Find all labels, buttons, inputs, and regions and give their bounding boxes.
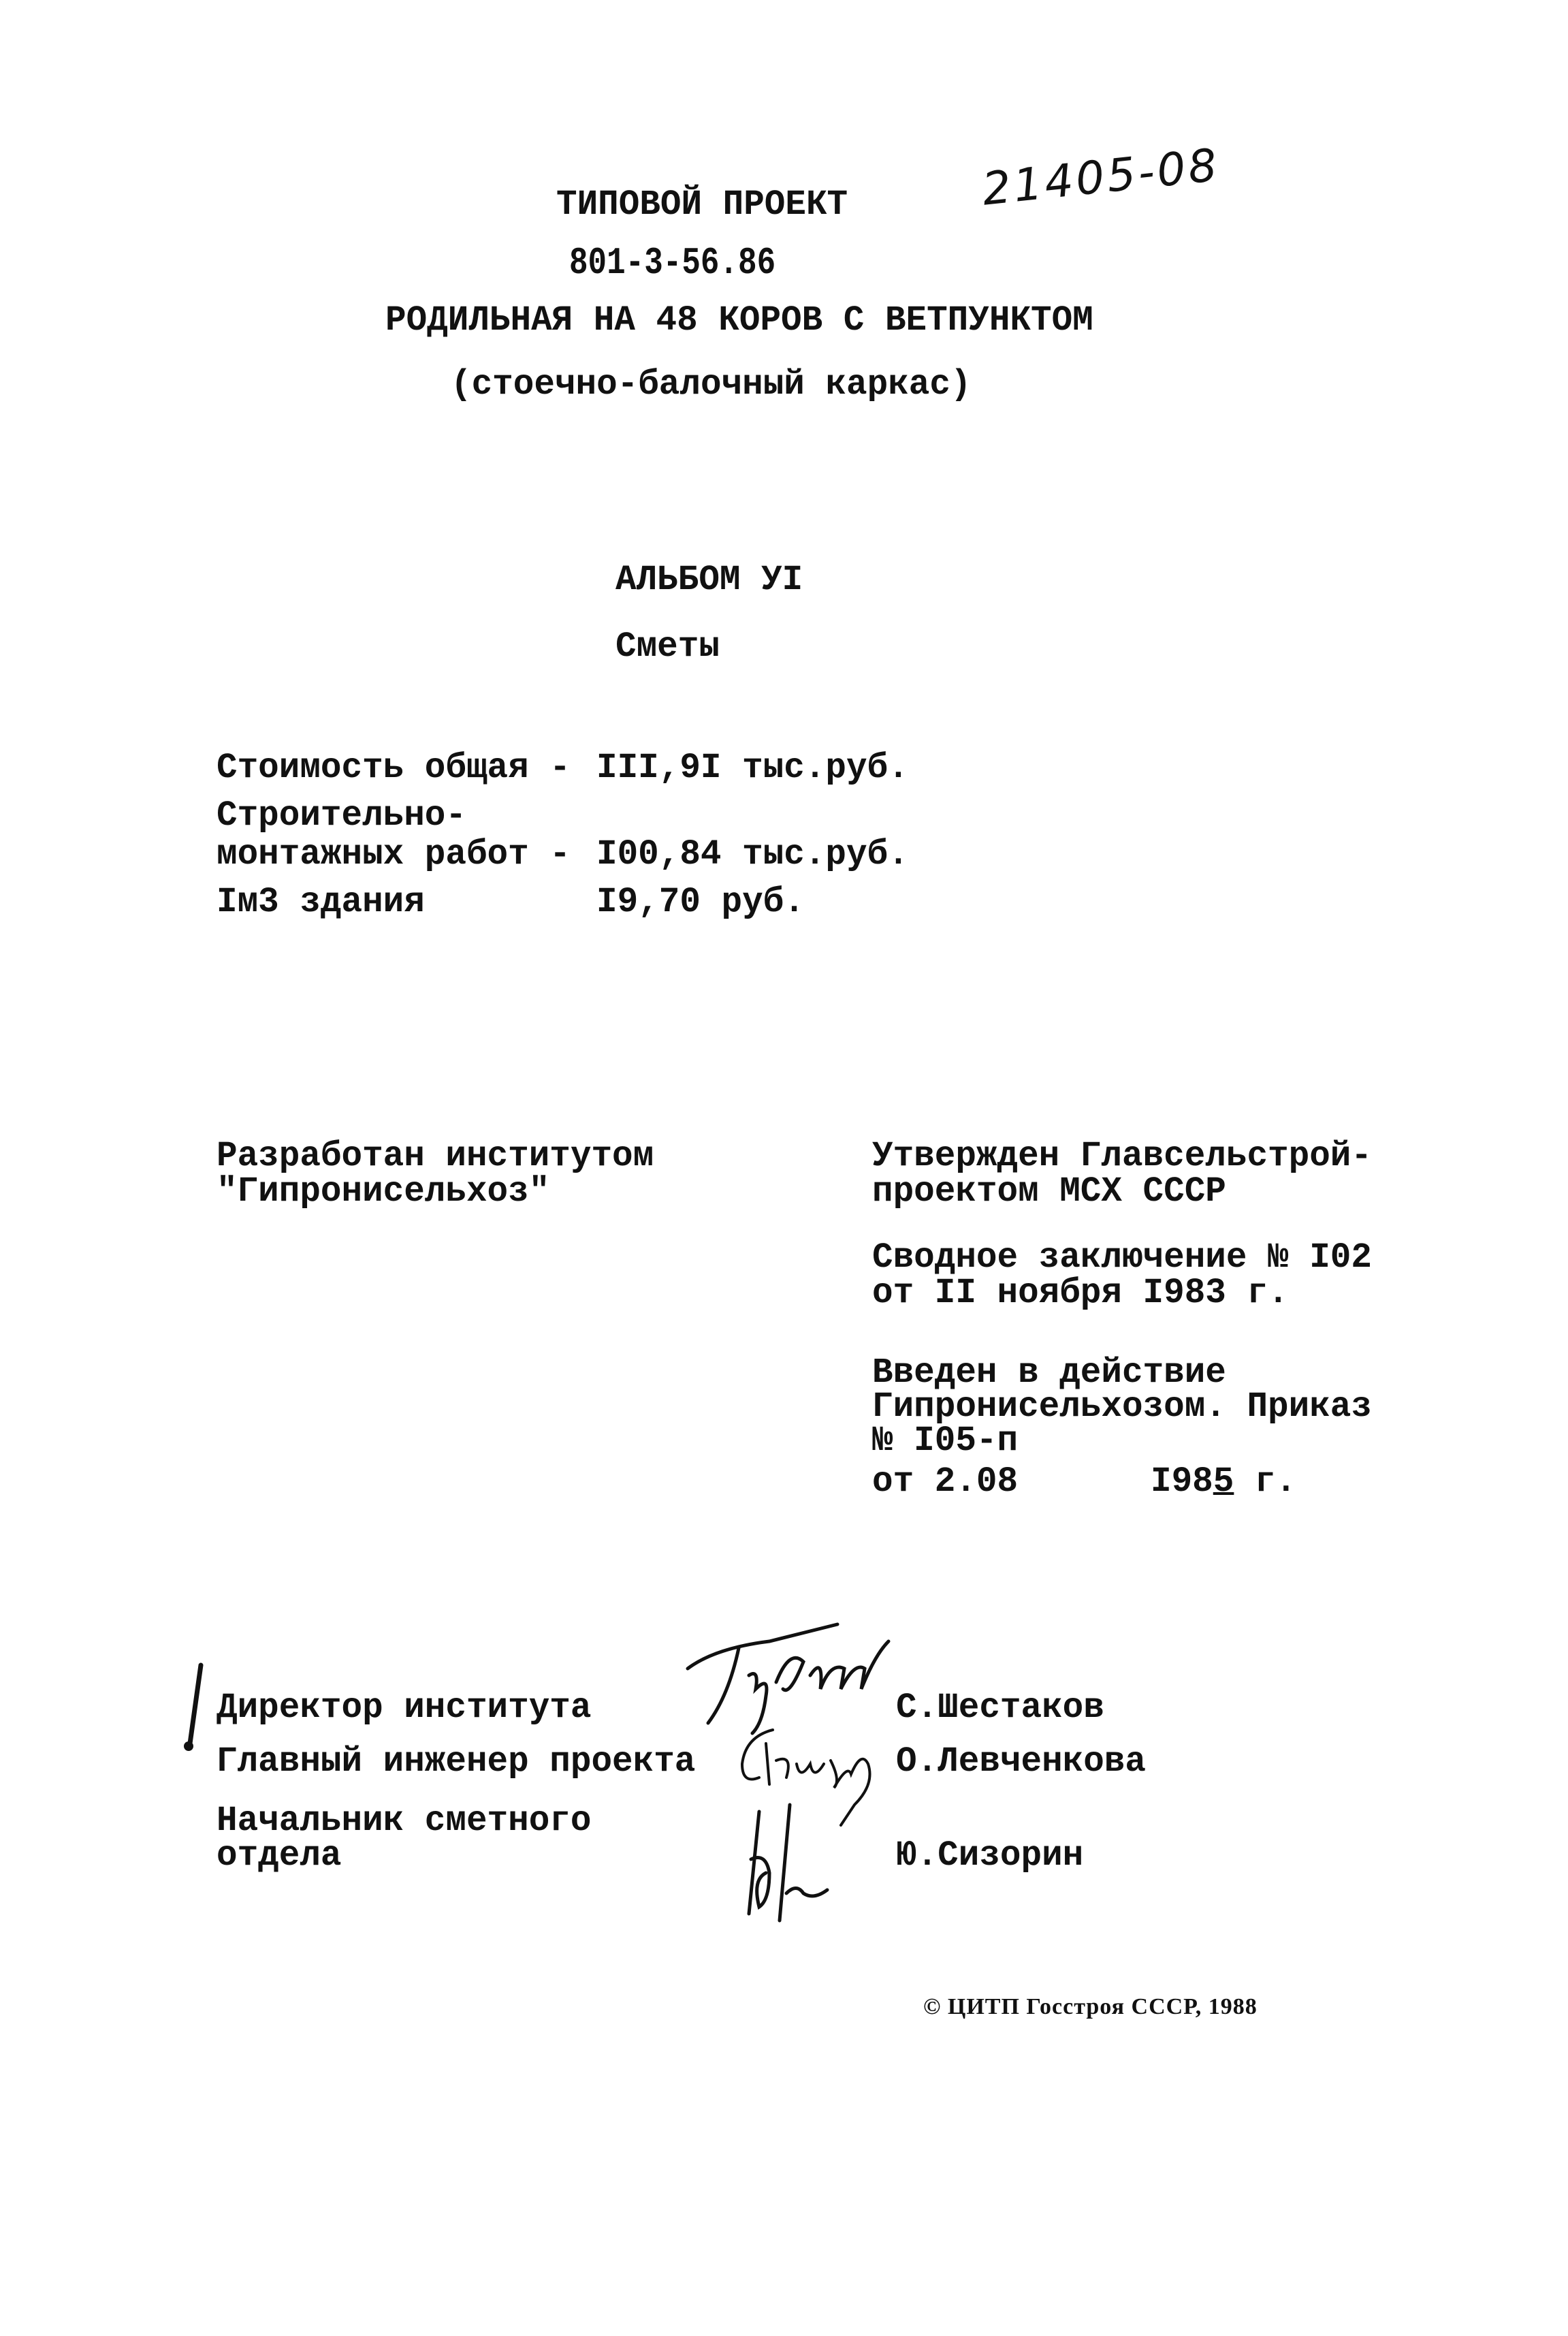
approval-line-2: проектом МСХ СССР [872, 1171, 1226, 1212]
enacted-line-2: Гипронисельхозом. Приказ [872, 1387, 1372, 1427]
developer-line-1: Разработан институтом [217, 1136, 654, 1176]
signatory-name-director: С.Шестаков [896, 1688, 1104, 1728]
margin-pen-mark-icon [180, 1662, 208, 1757]
year-digit-handfilled: 5 [1213, 1462, 1234, 1502]
approval-line-1: Утвержден Главсельстрой- [872, 1136, 1372, 1176]
enacted-line-1: Введен в действие [872, 1353, 1226, 1393]
conclusion-line-2: от II ноября I983 г. [872, 1273, 1289, 1313]
enacted-year [1151, 1464, 1296, 1500]
cost-construction-value: I00,84 тыс.руб. [596, 834, 909, 874]
enacted-date: от 2.08 [872, 1462, 1019, 1502]
handwritten-archive-number: 21405-08 [979, 138, 1222, 216]
document-title: РОДИЛЬНАЯ НА 48 КОРОВ С ВЕТПУНКТОМ [385, 300, 1093, 341]
cost-total-label [217, 748, 571, 787]
cost-label: монтажных работ [217, 834, 529, 874]
signatory-position-chief-engineer: Главный инженер проекта [217, 1741, 696, 1782]
signatory-position-estimates-head-2: отдела [217, 1835, 342, 1876]
signatory-position-director: Директор института [217, 1688, 592, 1728]
copyright-notice: © ЦИТП Госстроя СССР, 1988 [923, 1994, 1258, 2019]
signatory-name-estimates-head: Ю.Сизорин [896, 1835, 1084, 1876]
cost-construction-label-1: Строительно- [217, 795, 466, 836]
document-type-label: ТИПОВОЙ ПРОЕКТ [556, 185, 848, 225]
cost-label: Стоимость общая [217, 748, 529, 788]
album-name: Сметы [615, 627, 720, 667]
document-subtitle: (стоечно-балочный каркас) [451, 364, 972, 405]
cost-per-m3-label: Iм3 здания [217, 882, 425, 922]
cost-per-m3-value: I9,70 руб. [596, 882, 805, 922]
year-prefix: I98 [1151, 1462, 1213, 1502]
cost-total-value: III,9I тыс.руб. [596, 748, 909, 788]
signatory-position-estimates-head-1: Начальник сметного [217, 1801, 592, 1841]
cost-dash: - [549, 834, 571, 874]
developer-line-2: "Гипронисельхоз" [217, 1171, 550, 1212]
cost-construction-label-2 [217, 835, 571, 874]
conclusion-line-1: Сводное заключение № I02 [872, 1237, 1372, 1278]
signature-estimates-head [739, 1798, 875, 1934]
year-suffix: г. [1234, 1462, 1297, 1502]
signature-director [674, 1621, 906, 1737]
cost-dash: - [549, 748, 571, 788]
project-code: 801-3-56.86 [569, 241, 776, 285]
signatory-name-chief-engineer: О.Левченкова [896, 1741, 1146, 1782]
enacted-line-3: № I05-п [872, 1421, 1019, 1461]
album-label: АЛЬБОМ УI [615, 560, 803, 600]
